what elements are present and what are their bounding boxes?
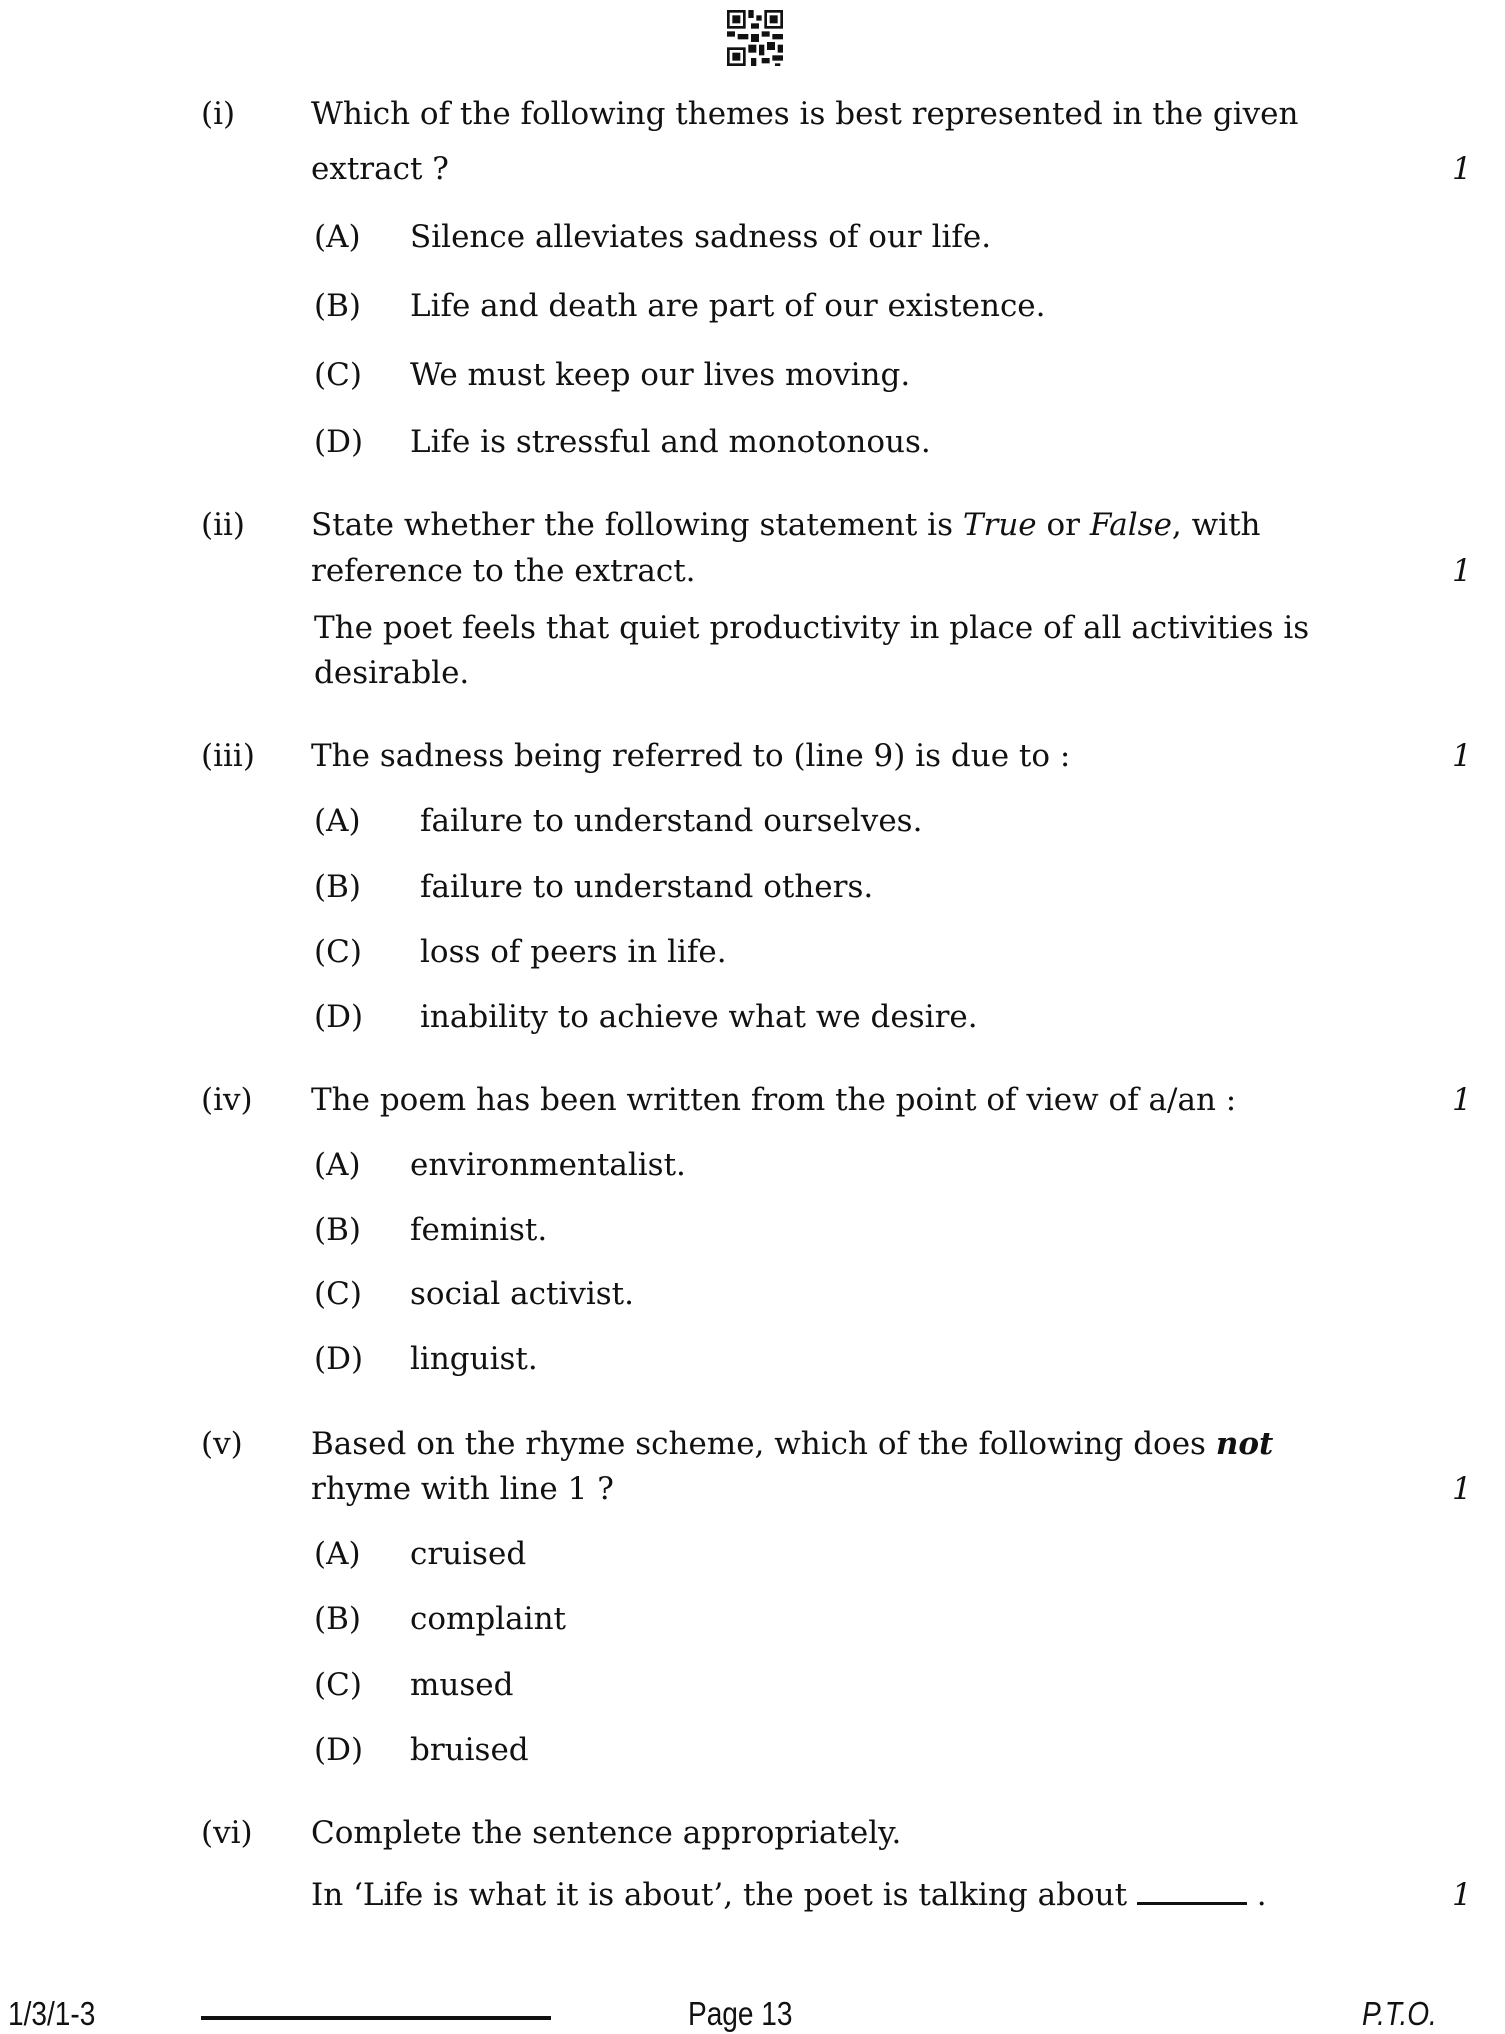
option-text: feminist. bbox=[410, 1212, 548, 1248]
option-text: bruised bbox=[410, 1732, 529, 1768]
question-text: Complete the sentence appropriately. bbox=[311, 1815, 902, 1851]
page-number: Page 13 bbox=[688, 1995, 793, 2032]
option-label: (B) bbox=[314, 1212, 361, 1248]
option-text: loss of peers in life. bbox=[420, 934, 727, 970]
question-text: reference to the extract. bbox=[311, 553, 696, 589]
option-label: (C) bbox=[314, 1276, 362, 1312]
question-text: The poem has been written from the point of view of a/an : bbox=[311, 1082, 1237, 1118]
fill-in-blank bbox=[1137, 1880, 1247, 1905]
pto-label: P.T.O. bbox=[1362, 1995, 1437, 2032]
statement-text: The poet feels that quiet productivity in place of all activities is bbox=[314, 610, 1310, 646]
option-label: (C) bbox=[314, 357, 362, 393]
option-label: (C) bbox=[314, 934, 362, 970]
statement-text: desirable. bbox=[314, 655, 470, 691]
option-text: failure to understand others. bbox=[420, 869, 874, 905]
false-word: False bbox=[1089, 507, 1172, 543]
not-word: not bbox=[1215, 1426, 1274, 1462]
option-label: (A) bbox=[314, 1536, 361, 1572]
text: In ‘Life is what it is about’, the poet is talking about bbox=[311, 1877, 1128, 1913]
option-text: mused bbox=[410, 1667, 514, 1703]
question-text: Which of the following themes is best represented in the given bbox=[311, 96, 1299, 132]
marks: 1 bbox=[1452, 738, 1472, 774]
text: , with bbox=[1171, 507, 1261, 543]
option-label: (D) bbox=[314, 1341, 364, 1377]
marks: 1 bbox=[1452, 553, 1472, 589]
option-text: Life and death are part of our existence. bbox=[410, 288, 1046, 324]
question-number: (iii) bbox=[201, 738, 255, 774]
option-label: (A) bbox=[314, 219, 361, 255]
option-text: Life is stressful and monotonous. bbox=[410, 424, 931, 460]
marks: 1 bbox=[1452, 1082, 1472, 1118]
option-text: inability to achieve what we desire. bbox=[420, 999, 978, 1035]
paper-code: 1/3/1-3 bbox=[8, 1995, 96, 2032]
question-text: extract ? bbox=[311, 151, 449, 187]
option-label: (A) bbox=[314, 803, 361, 839]
text: State whether the following statement is bbox=[311, 507, 963, 543]
option-label: (B) bbox=[314, 869, 361, 905]
marks: 1 bbox=[1452, 151, 1472, 187]
text: . bbox=[1256, 1877, 1267, 1913]
option-label: (D) bbox=[314, 424, 364, 460]
option-label: (D) bbox=[314, 1732, 364, 1768]
option-label: (B) bbox=[314, 288, 361, 324]
option-label: (B) bbox=[314, 1601, 361, 1637]
question-text bbox=[311, 1875, 1267, 1915]
question-number: (vi) bbox=[201, 1815, 253, 1851]
footer-rule bbox=[201, 2016, 551, 2020]
option-text: We must keep our lives moving. bbox=[410, 357, 911, 393]
question-number: (iv) bbox=[201, 1082, 253, 1118]
option-text: cruised bbox=[410, 1536, 527, 1572]
option-text: environmentalist. bbox=[410, 1147, 686, 1183]
question-number: (ii) bbox=[201, 507, 246, 543]
option-text: Silence alleviates sadness of our life. bbox=[410, 219, 992, 255]
option-label: (A) bbox=[314, 1147, 361, 1183]
question-text bbox=[311, 505, 1261, 545]
question-number: (i) bbox=[201, 96, 236, 132]
option-text: failure to understand ourselves. bbox=[420, 803, 923, 839]
option-text: complaint bbox=[410, 1601, 566, 1637]
option-text: linguist. bbox=[410, 1341, 538, 1377]
marks: 1 bbox=[1452, 1471, 1472, 1507]
option-label: (D) bbox=[314, 999, 364, 1035]
question-text: The sadness being referred to (line 9) is due to : bbox=[311, 738, 1071, 774]
text: or bbox=[1036, 507, 1090, 543]
marks: 1 bbox=[1452, 1877, 1472, 1913]
question-number: (v) bbox=[201, 1426, 243, 1462]
qr-code bbox=[727, 10, 783, 66]
question-text bbox=[311, 1424, 1273, 1464]
text: Based on the rhyme scheme, which of the following does bbox=[311, 1426, 1216, 1462]
option-label: (C) bbox=[314, 1667, 362, 1703]
true-word: True bbox=[962, 507, 1037, 543]
option-text: social activist. bbox=[410, 1276, 634, 1312]
question-text: rhyme with line 1 ? bbox=[311, 1471, 614, 1507]
